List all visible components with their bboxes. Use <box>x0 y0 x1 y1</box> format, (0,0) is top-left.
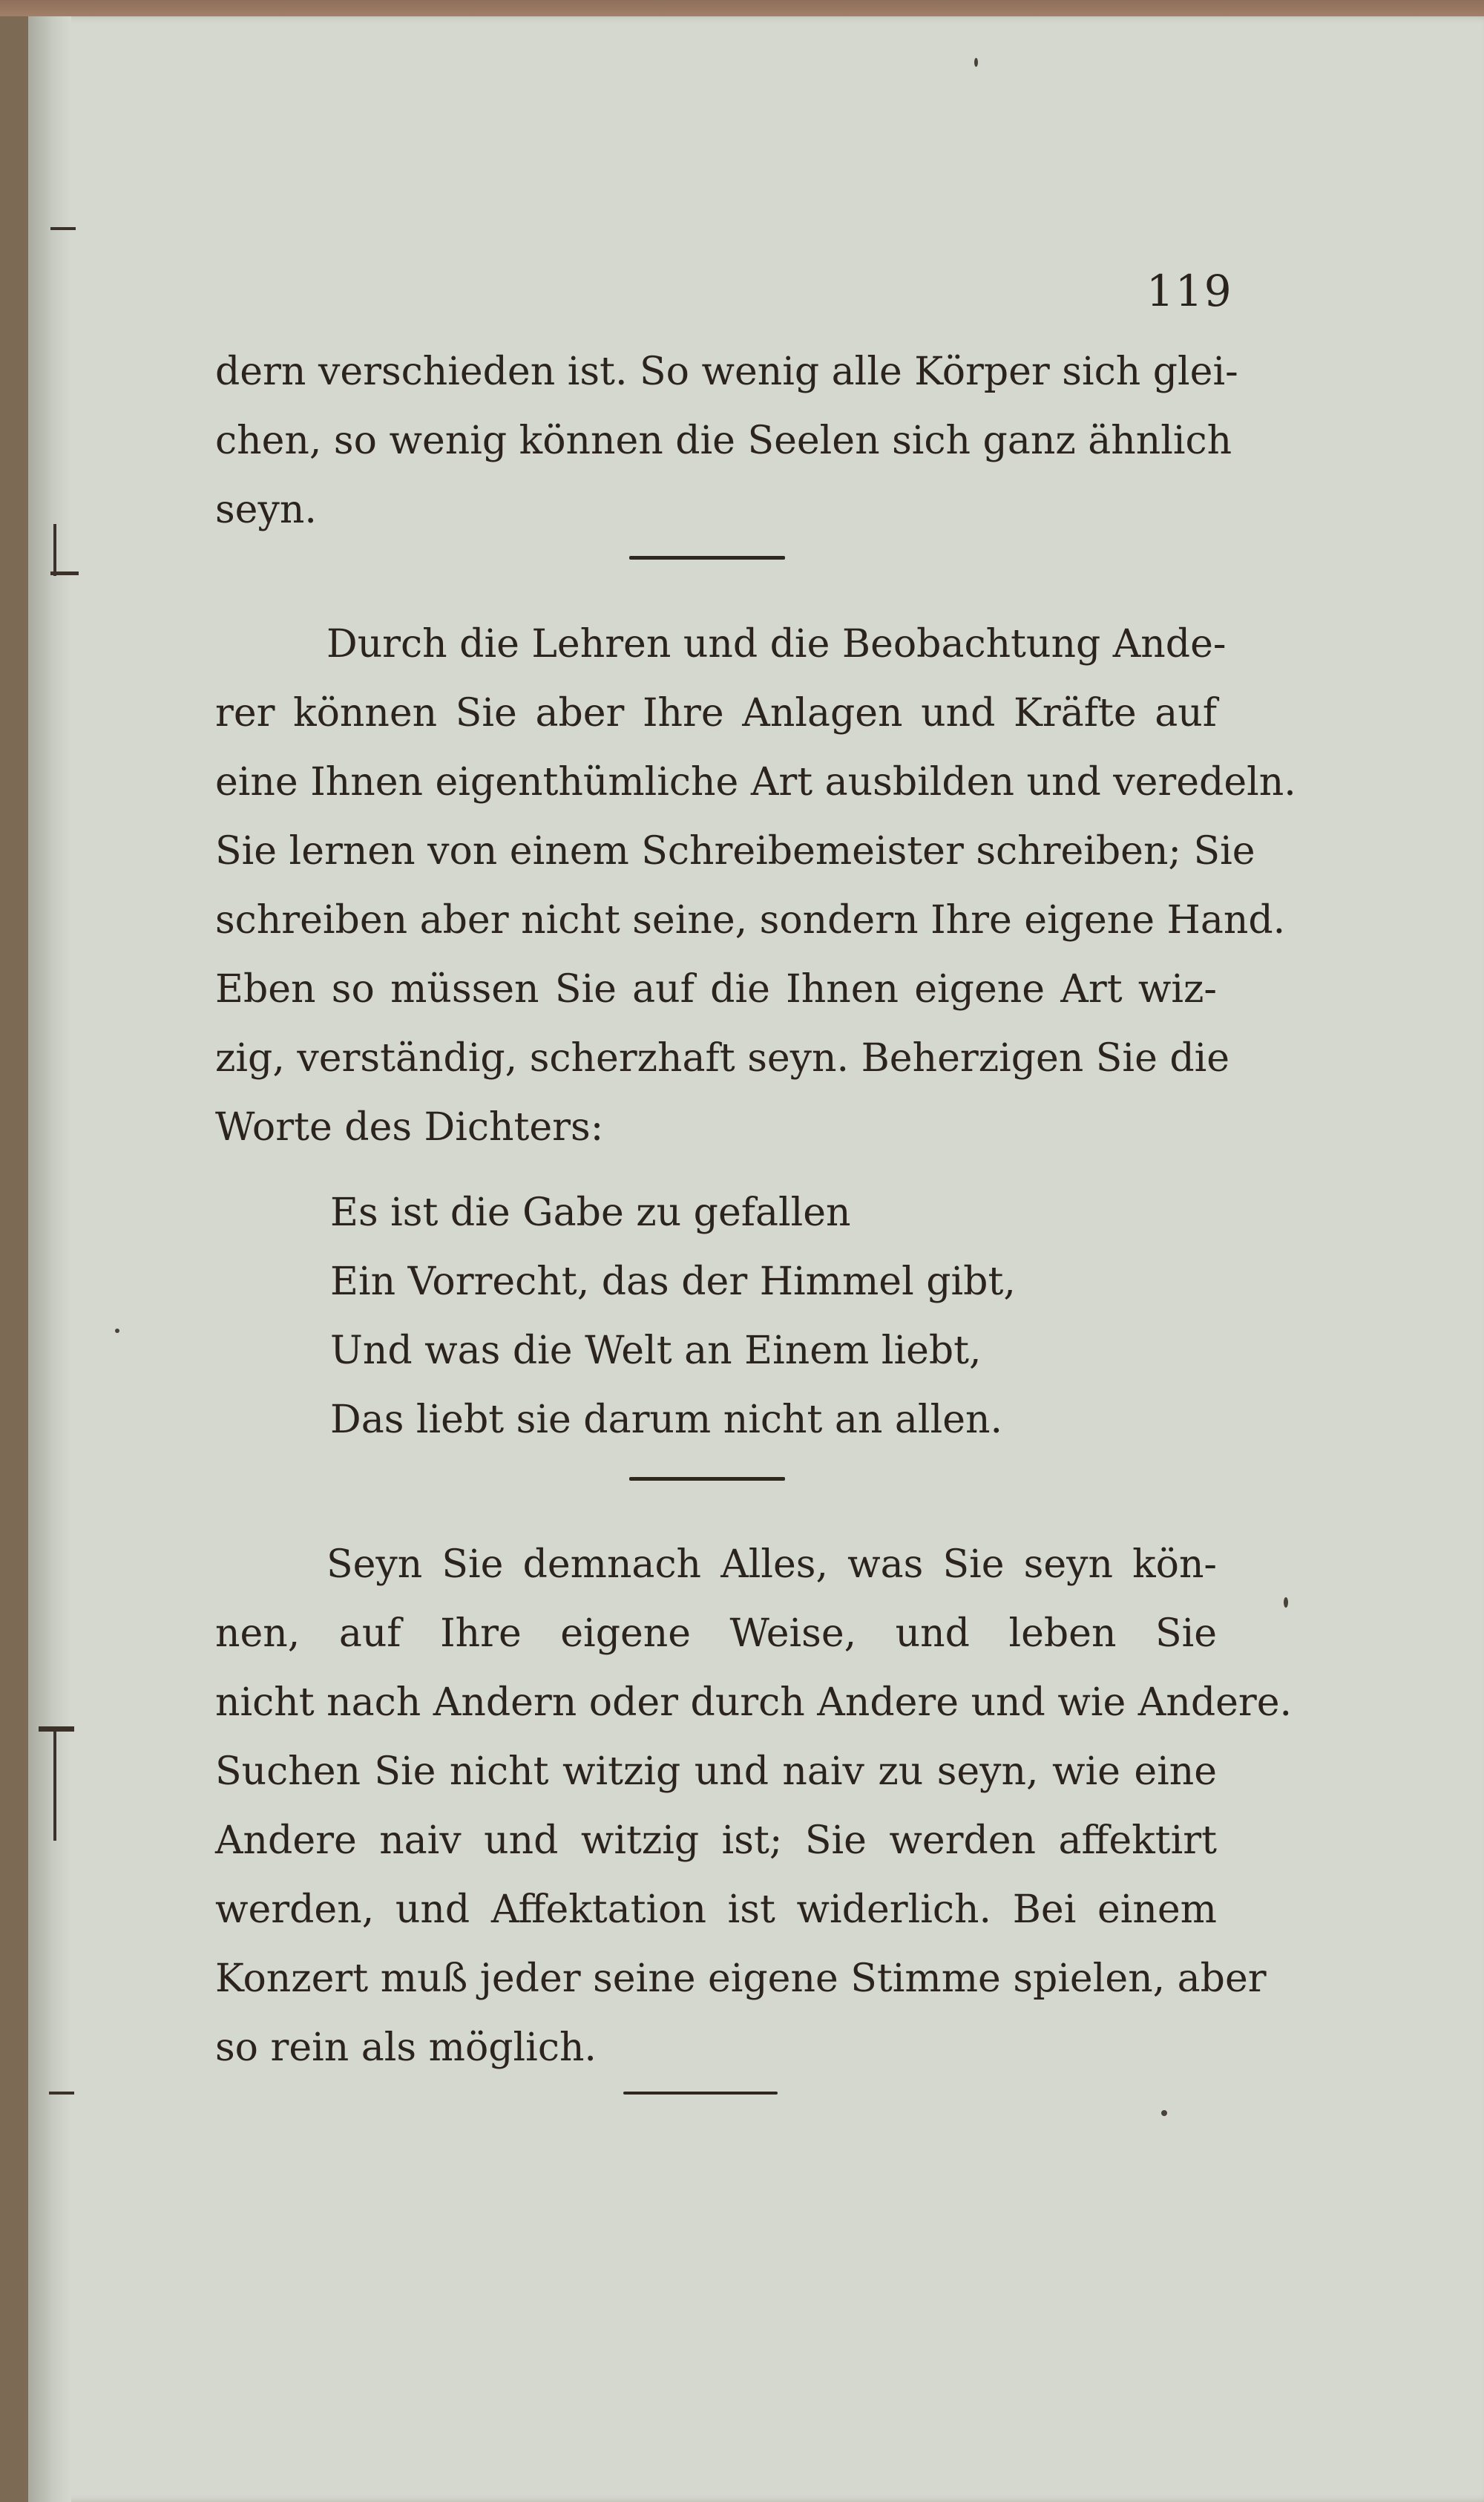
page-gutter <box>28 16 71 2502</box>
book-top-edge <box>0 0 1484 16</box>
text-line: Suchen Sie nicht witzig und naiv zu seyn, wie eine <box>215 1749 1217 1794</box>
binding-mark <box>39 1726 74 1732</box>
paper-speck <box>115 1329 119 1333</box>
text-line: Durch die Lehren und die Beobachtung Ande- <box>326 622 1227 667</box>
text-line: Konzert muß jeder seine eigene Stimme spielen, aber <box>215 1956 1267 2001</box>
text-line: zig, verständig, scherzhaft seyn. Beherzigen Sie die <box>215 1036 1230 1081</box>
binding-mark <box>50 227 76 230</box>
text-line: nen, auf Ihre eigene Weise, und leben Sie <box>215 1611 1217 1656</box>
section-divider <box>629 556 785 560</box>
paper-speck <box>974 58 978 67</box>
paragraph-2 <box>215 610 1296 1162</box>
text-line: chen, so wenig können die Seelen sich ganz ähnlich <box>215 419 1232 463</box>
text-line: eine Ihnen eigenthümliche Art ausbilden und veredeln. <box>215 760 1296 805</box>
page-number: 119 <box>1146 266 1233 316</box>
text-line: Eben so müssen Sie auf die Ihnen eigene Art wiz- <box>215 967 1217 1012</box>
binding-mark <box>53 524 56 576</box>
text-line: Worte des Dichters: <box>215 1105 604 1150</box>
text-line: dern verschieden ist. So wenig alle Körper sich glei- <box>215 350 1238 394</box>
text-line: Seyn Sie demnach Alles, was Sie seyn kön- <box>326 1542 1217 1587</box>
verse-line: Ein Vorrecht, das der Himmel gibt, <box>330 1260 1016 1304</box>
end-divider <box>623 2092 778 2095</box>
text-line: seyn. <box>215 488 317 532</box>
paragraph-1 <box>215 338 1238 545</box>
verse-line: Das liebt sie darum nicht an allen. <box>330 1398 1002 1442</box>
text-line: nicht nach Andern oder durch Andere und wie Andere. <box>215 1680 1293 1725</box>
binding-mark <box>53 1729 56 1841</box>
text-line: werden, und Affektation ist widerlich. Bei einem <box>215 1887 1217 1932</box>
verse-line: Und was die Welt an Einem liebt, <box>330 1329 982 1373</box>
text-line: Sie lernen von einem Schreibemeister schreiben; Sie <box>215 829 1255 874</box>
verse-line: Es ist die Gabe zu gefallen <box>330 1191 851 1235</box>
verse-block <box>330 1179 1146 1455</box>
section-divider <box>629 1477 785 1481</box>
text-line: Andere naiv und witzig ist; Sie werden affektirt <box>215 1818 1217 1863</box>
binding-mark <box>49 2092 74 2095</box>
paper-speck <box>1284 1597 1288 1608</box>
text-line: rer können Sie aber Ihre Anlagen und Kräfte auf <box>215 691 1217 736</box>
paper-speck <box>1161 2110 1167 2116</box>
text-line: so rein als möglich. <box>215 2025 597 2070</box>
paragraph-3 <box>215 1530 1293 2083</box>
text-line: schreiben aber nicht seine, sondern Ihre eigene Hand. <box>215 898 1286 943</box>
